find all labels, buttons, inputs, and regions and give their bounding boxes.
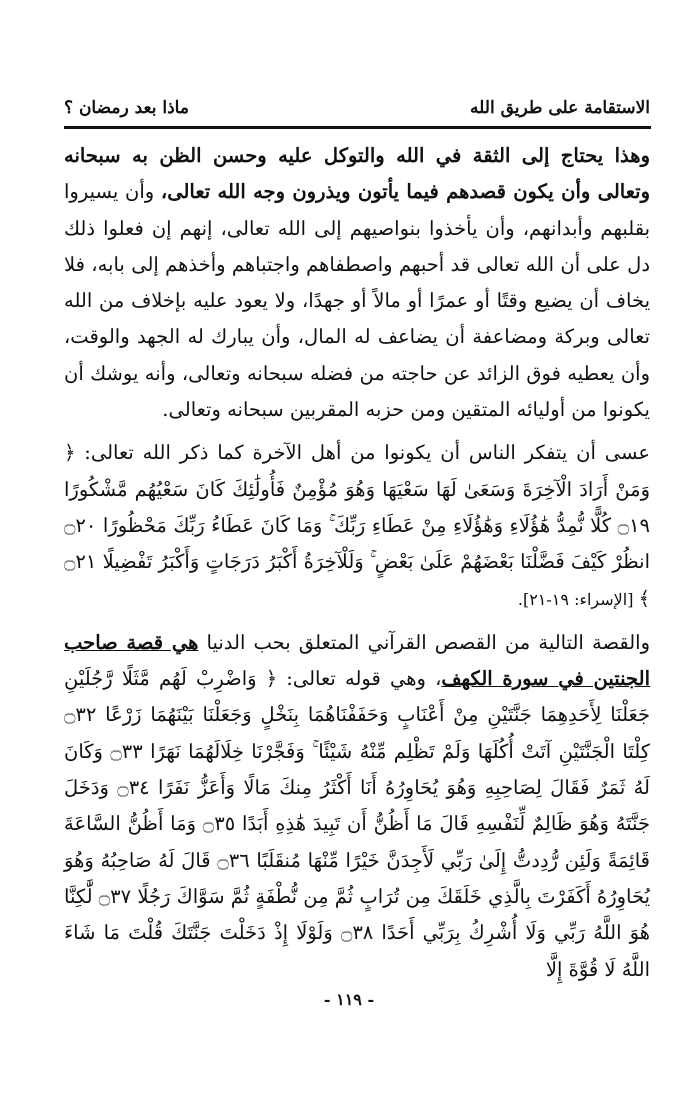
quran-verse-kahf: ﴿ وَاضْرِبْ لَهُم مَّثَلًا رَّجُلَيْنِ جَعَلْنَا لِأَحَدِهِمَا جَنَّتَيْنِ مِنْ أَعْنَابٍ وَحَفَفْنَاهُمَا بِنَخْلٍ وَجَعَلْنَا بَيْنَهُمَا زَرْعًا ۝٣٢ كِلْتَا الْجَنَّتَيْنِ آتَتْ أُكُلَهَا وَلَمْ تَظْلِم مِّنْهُ شَيْئًا ۚ وَفَجَّرْنَا خِلَالَهُمَا نَهَرًا ۝٣٣ وَكَانَ لَهُ ثَمَرٌ فَقَالَ لِصَاحِبِهِ وَهُوَ يُحَاوِرُهُ أَنَا أَكْثَرُ مِنكَ مَالًا وَأَعَزُّ نَفَرًا ۝٣٤ وَدَخَلَ جَنَّتَهُ وَهُوَ ظَالِمٌ لِّنَفْسِهِ قَالَ مَا أَظُنُّ أَن تَبِيدَ هَٰذِهِ أَبَدًا ۝٣٥ وَمَا أَظُنُّ السَّاعَةَ قَائِمَةً وَلَئِن رُّدِدتُّ إِلَىٰ رَبِّي لَأَجِدَنَّ خَيْرًا مِّنْهَا مُنقَلَبًا ۝٣٦ قَالَ لَهُ صَاحِبُهُ وَهُوَ يُحَاوِرُهُ أَكَفَرْتَ بِالَّذِي خَلَقَكَ مِن تُرَابٍ ثُمَّ مِن نُّطْفَةٍ ثُمَّ سَوَّاكَ رَجُلًا ۝٣٧ لَّٰكِنَّا هُوَ اللَّهُ رَبِّي وَلَا أُشْرِكُ بِرَبِّي أَحَدًا ۝٣٨ وَلَوْلَا إِذْ دَخَلْتَ جَنَّتَكَ قُلْتَ مَا شَاءَ اللَّهُ لَا قُوَّةَ إِلَّا bbox=[64, 667, 651, 981]
header-rule bbox=[64, 126, 651, 129]
paragraph-1-bold: وهذا يحتاج إلى الثقة في الله والتوكل عليه وحسن الظن به سبحانه وتعالى وأن يكون قصدهم فيما يأتون ويذرون وجه الله تعالى، bbox=[64, 144, 650, 204]
paragraph-3 bbox=[64, 625, 650, 988]
header-right-title: الاستقامة على طريق الله bbox=[470, 98, 650, 118]
paragraph-2-intro: عسى أن يتفكر الناس أن يكونوا من أهل الآخرة كما ذكر الله تعالى: bbox=[75, 441, 650, 465]
body-text bbox=[64, 138, 650, 988]
story-title-underlined: هي قصة صاحب الجنتين في سورة الكهف bbox=[64, 630, 651, 691]
quran-verse-isra: ﴿ وَمَنْ أَرَادَ الْآخِرَةَ وَسَعَىٰ لَهَا سَعْيَهَا وَهُوَ مُؤْمِنٌ فَأُولَٰئِكَ كَانَ سَعْيُهُم مَّشْكُورًا ۝١٩ كُلًّا نُّمِدُّ هَٰؤُلَاءِ وَهَٰؤُلَاءِ مِنْ عَطَاءِ رَبِّكَ ۚ وَمَا كَانَ عَطَاءُ رَبِّكَ مَحْظُورًا ۝٢٠ انظُرْ كَيْفَ فَضَّلْنَا بَعْضَهُمْ عَلَىٰ بَعْضٍ ۚ وَلَلْآخِرَةُ أَكْبَرُ دَرَجَاتٍ وَأَكْبَرُ تَفْضِيلًا ۝٢١ ﴾ bbox=[64, 441, 650, 610]
paragraph-2 bbox=[64, 435, 650, 617]
paragraph-1 bbox=[64, 138, 650, 428]
header-left-title: ماذا بعد رمضان ؟ bbox=[64, 98, 189, 118]
paragraph-1-rest: وأن يسيروا بقلبهم وأبدانهم، وأن يأخذوا بنواصيهم إلى الله تعالى، إنهم إن فعلوا ذلك دل على أن الله تعالى قد أحبهم واصطفاهم واجتباهم وأخذهم إلى بابه، فلا يخاف أن يضيع وقتًا أو عمرًا أو مالاً أو جهدًا، ولا يعود عليه بإخلاف من الله تعالى وبركة ومضاعفة أن يضاعف له المال، وأن يبارك له الجهد والوقت، وأن يعطيه فوق الزائد عن حاجته من فضله سبحانه وتعالى، وأنه يوشك أن يكونوا من أوليائه المتقين ومن حزبه المقربين سبحانه وتعالى. bbox=[64, 180, 650, 422]
page-number: - ١١٩ - bbox=[323, 990, 375, 1009]
verse-citation: [الإسراء: ١٩-٢١]. bbox=[517, 589, 639, 609]
running-header bbox=[64, 86, 650, 118]
paragraph-3-middle: ، وهي قوله تعالى: bbox=[277, 667, 442, 691]
paragraph-3-intro: والقصة التالية من القصص القرآني المتعلق بحب الدنيا bbox=[198, 630, 650, 654]
